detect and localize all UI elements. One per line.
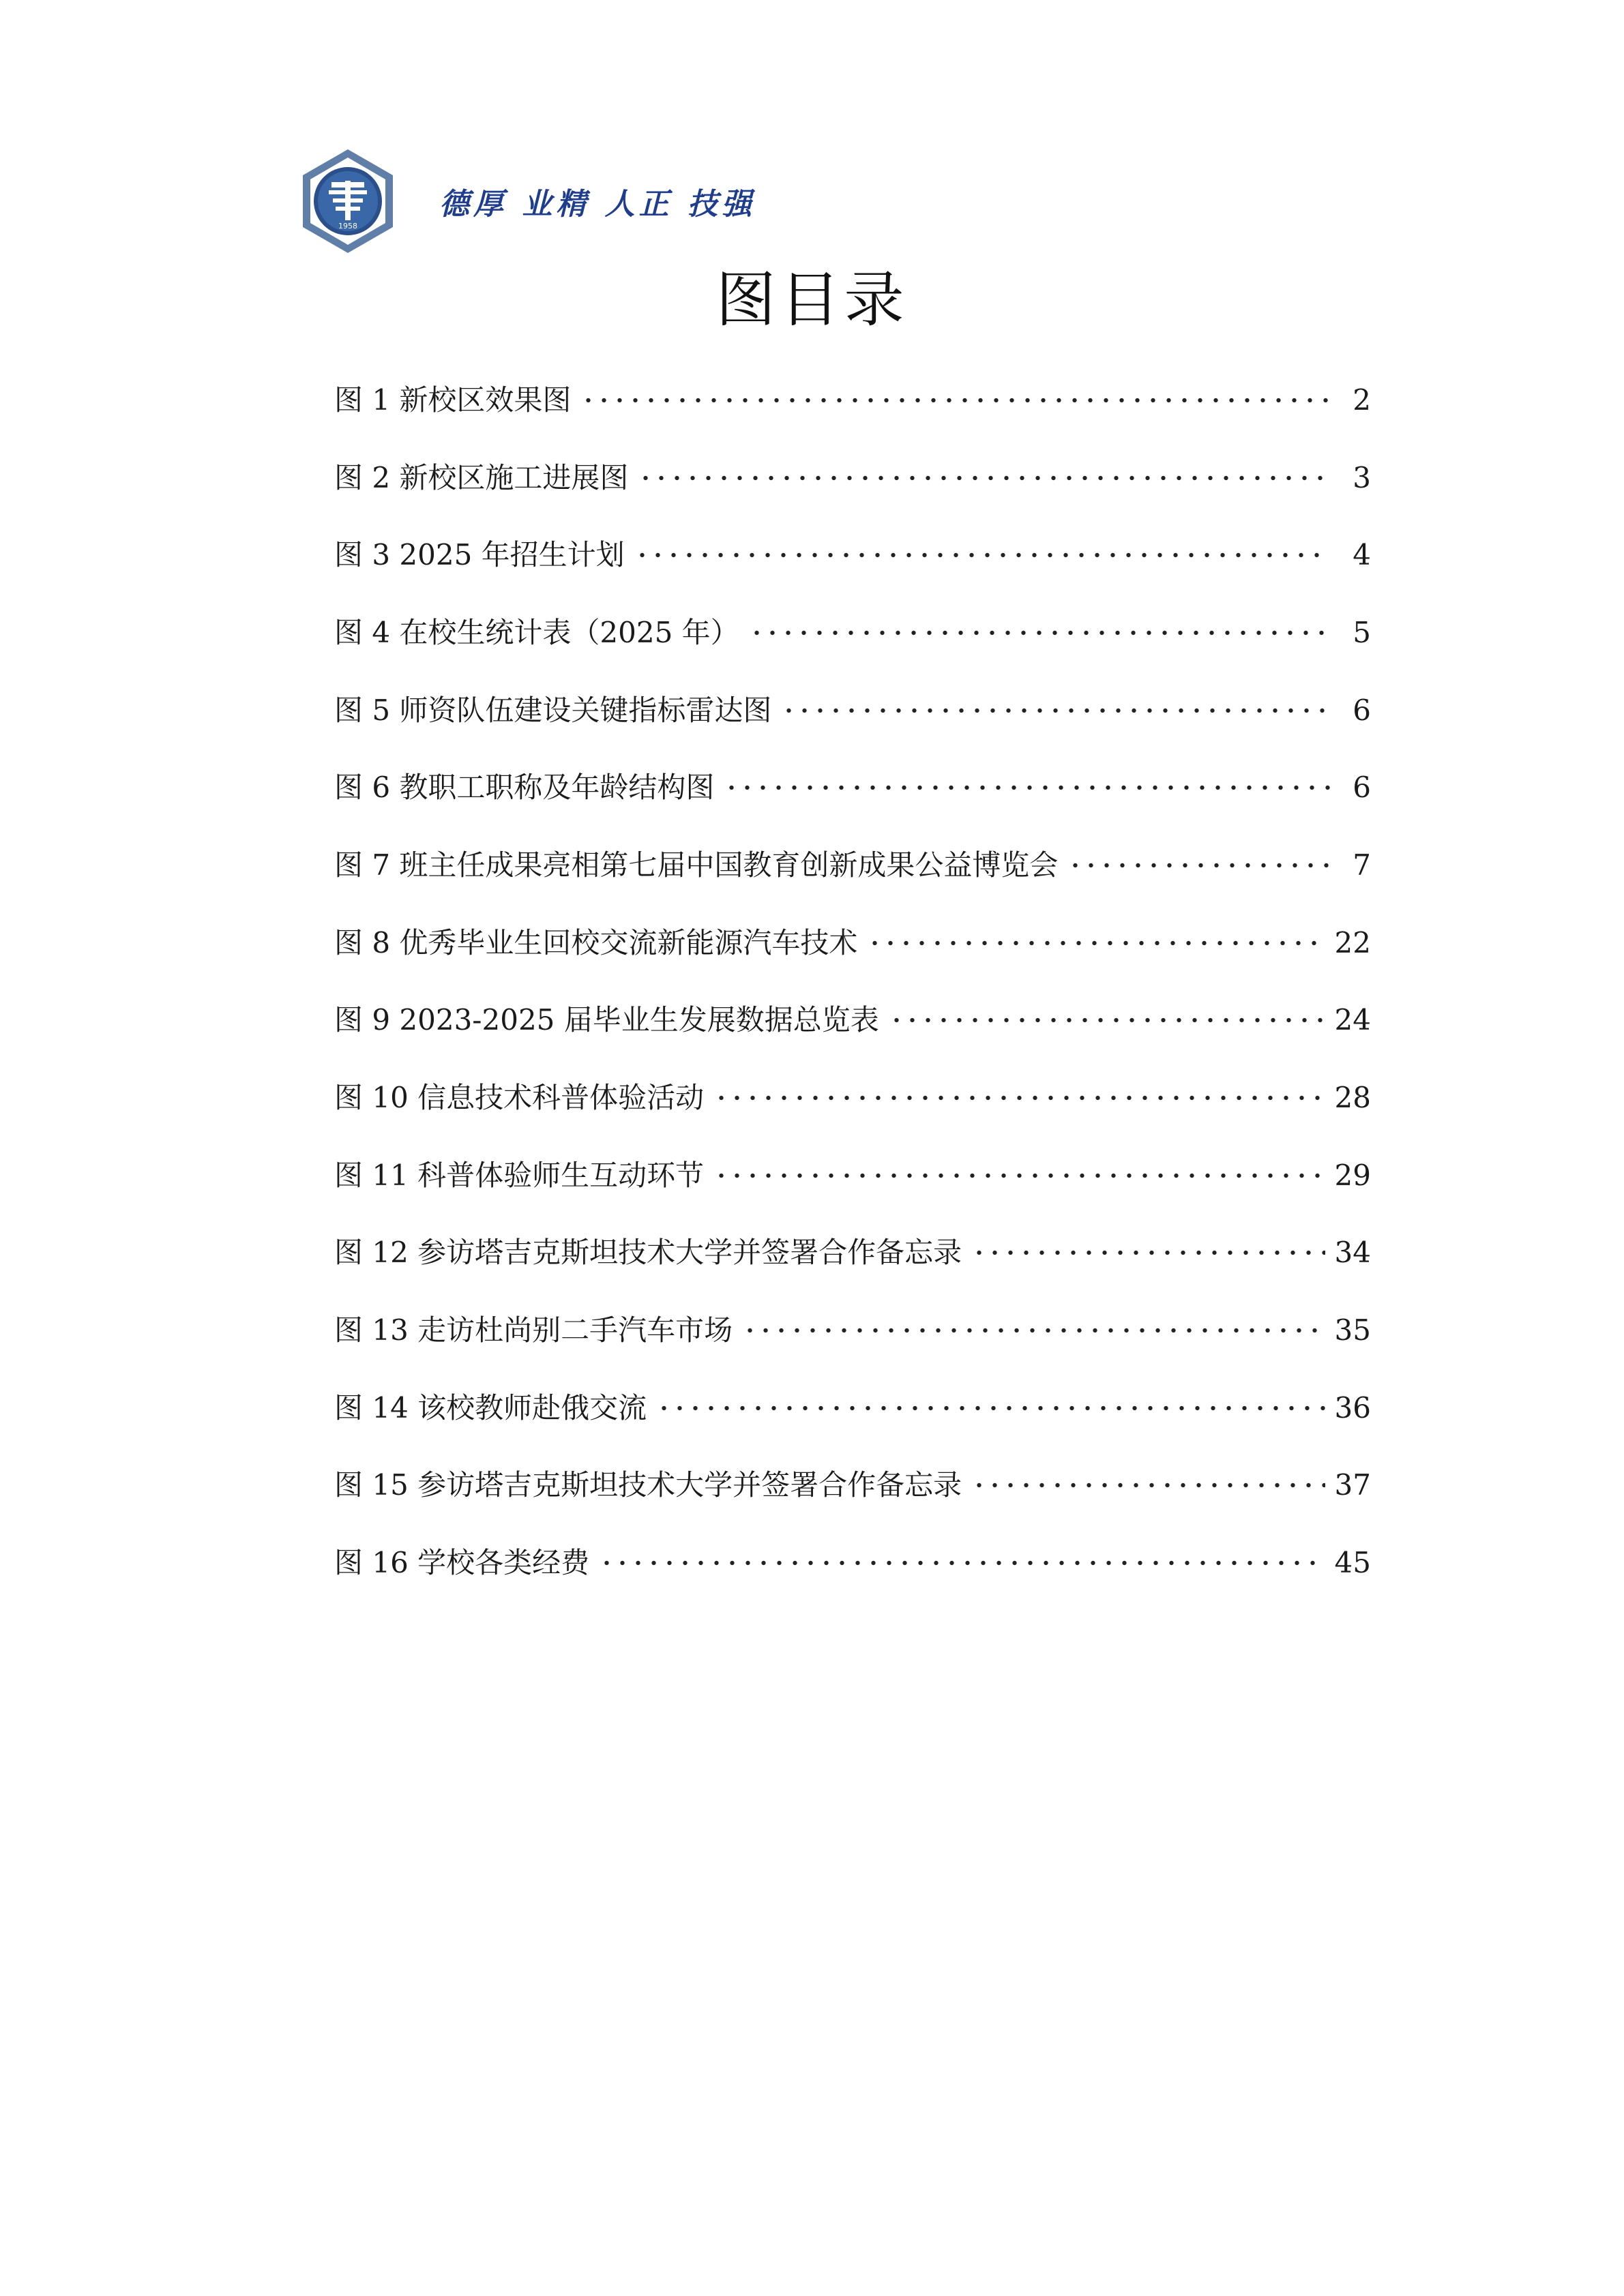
toc-entry-page: 29 [1334,1158,1371,1192]
toc-entry-page: 5 [1353,615,1371,649]
logo-year: 1958 [338,222,357,230]
toc-entry-label: 图 16 学校各类经费 [334,1546,590,1580]
toc-entry-label: 图 10 信息技术科普体验活动 [334,1081,705,1115]
school-motto: 德厚 业精 人正 技强 [439,187,756,222]
toc-entry-page: 7 [1353,848,1371,882]
toc-entry-label: 图 14 该校教师赴俄交流 [334,1390,647,1425]
toc-entry-label: 图 12 参访塔吉克斯坦技术大学并签署合作备忘录 [334,1236,962,1270]
toc-entry-label: 图 4 在校生统计表（2025 年） [334,615,739,649]
toc-entry[interactable] [334,1369,1371,1447]
dot-leader [724,773,1330,802]
toc-entry-page: 35 [1334,1313,1371,1347]
toc-entry[interactable] [334,749,1371,826]
toc-entry-page: 4 [1353,538,1371,572]
toc-entry-page: 37 [1334,1468,1371,1502]
dot-leader [971,1238,1325,1267]
toc-entry-label: 图 2 新校区施工进展图 [334,460,629,494]
toc-entry-page: 45 [1334,1546,1371,1580]
toc-entry[interactable] [334,594,1371,672]
toc-entry-page: 28 [1334,1081,1371,1115]
toc-entry-label: 图 5 师资队伍建设关键指标雷达图 [334,693,772,727]
toc-entry-page: 6 [1353,771,1371,805]
dot-leader [1067,851,1330,880]
page-header [293,143,757,259]
toc-entry[interactable] [334,826,1371,904]
toc-entry-label: 图 1 新校区效果图 [334,383,572,417]
toc-entry-page: 36 [1334,1390,1371,1425]
toc-entry[interactable] [334,439,1371,517]
toc-entry[interactable] [334,516,1371,594]
page-title: 图目录 [715,265,909,335]
dot-leader [713,1084,1325,1112]
toc-entry-label: 图 7 班主任成果亮相第七届中国教育创新成果公益博览会 [334,848,1059,882]
dot-leader [634,541,1330,569]
dot-leader [656,1394,1325,1422]
dot-leader [599,1549,1325,1577]
dot-leader [749,618,1330,647]
toc-entry-label: 图 15 参访塔吉克斯坦技术大学并签署合作备忘录 [334,1468,962,1502]
toc-entry-label: 图 3 2025 年招生计划 [334,538,625,572]
toc-entry[interactable] [334,672,1371,749]
toc-entry-page: 2 [1353,383,1371,417]
figure-list [334,361,1371,1602]
toc-entry[interactable] [334,1137,1371,1214]
toc-entry[interactable] [334,1292,1371,1369]
toc-entry[interactable] [334,1447,1371,1525]
toc-entry-label: 图 9 2023-2025 届毕业生发展数据总览表 [334,1003,879,1037]
toc-entry-label: 图 6 教职工职称及年龄结构图 [334,771,715,805]
toc-entry-page: 6 [1353,693,1371,727]
dot-leader [781,696,1330,725]
toc-entry[interactable] [334,1524,1371,1602]
dot-leader [713,1161,1325,1190]
toc-entry-label: 图 13 走访杜尚别二手汽车市场 [334,1313,733,1347]
toc-entry-label: 图 8 优秀毕业生回校交流新能源汽车技术 [334,925,858,959]
toc-entry-page: 3 [1353,460,1371,494]
dot-leader [580,386,1330,415]
dot-leader [638,464,1330,492]
toc-entry[interactable] [334,904,1371,982]
dot-leader [971,1471,1325,1500]
toc-entry-page: 22 [1334,925,1371,959]
dot-leader [889,1006,1325,1034]
toc-entry-page: 34 [1334,1236,1371,1270]
toc-entry[interactable] [334,982,1371,1060]
toc-entry-page: 24 [1334,1003,1371,1037]
dot-leader [867,929,1325,957]
dot-leader [742,1316,1325,1345]
toc-entry[interactable] [334,1214,1371,1292]
toc-entry-label: 图 11 科普体验师生互动环节 [334,1158,705,1192]
toc-entry[interactable] [334,361,1371,439]
school-seal-icon [293,147,402,256]
toc-entry[interactable] [334,1059,1371,1137]
